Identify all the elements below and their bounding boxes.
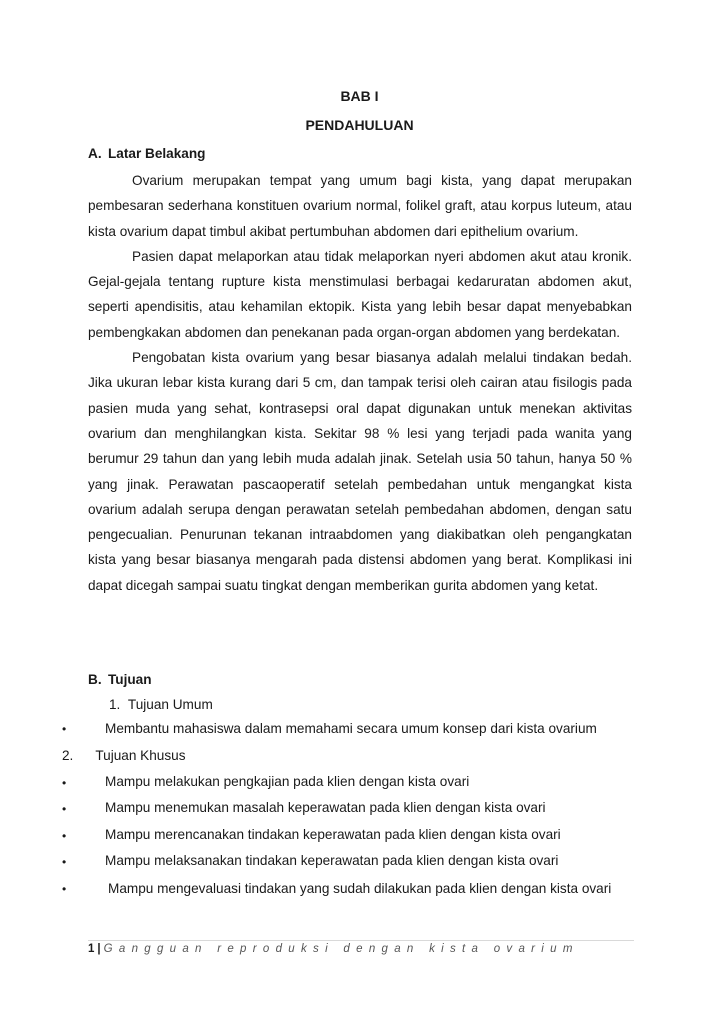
- bullet-icon: •: [62, 722, 67, 736]
- list-item: Mampu melaksanakan tindakan keperawatan pada klien dengan kista ovari: [105, 853, 559, 868]
- bullet-icon: •: [62, 855, 67, 869]
- bullet-icon: •: [62, 776, 67, 790]
- paragraph: Pengobatan kista ovarium yang besar biasanya adalah melalui tindakan bedah. Jika ukuran lebar kista kurang dari 5 cm, dan tampak terisi oleh cairan atau fisilogis pada pasien muda yang sehat, kontrasepsi oral dapat digunakan untuk menekan aktivitas ovarium dan menghilangkan kista. Sekitar 98 % lesi yang terjadi pada wanita yang berumur 29 tahun dan yang lebih muda adalah jinak. Setelah usia 50 tahun, hanya 50 % yang jinak. Perawatan pascaoperatif setelah pembedahan untuk mengangkat kista ovarium adalah serupa dengan perawatan setelah pembedahan abdomen, dengan satu pengecualian. Penurunan tekanan intraabdomen yang diakibatkan oleh pengangkatan kista yang besar biasanya mengarah pada distensi abdomen yang berat. Komplikasi ini dapat dicegah sampai suatu tingkat dengan memberikan gurita abdomen yang ketat.: [88, 350, 632, 593]
- paragraph: Ovarium merupakan tempat yang umum bagi kista, yang dapat merupakan pembesaran sederhana konstituen ovarium normal, folikel graft, atau korpus luteum, atau kista ovarium dapat timbul akibat pertumbuhan abdomen dari epithelium ovarium.: [88, 173, 632, 239]
- footer-divider: [88, 940, 634, 941]
- page-footer: 1 | Gangguan reproduksi dengan kista ovarium: [88, 943, 579, 955]
- bullet-icon: •: [62, 829, 67, 843]
- list-item: Mampu menemukan masalah keperawatan pada klien dengan kista ovari: [105, 800, 546, 815]
- bullet-icon: •: [62, 882, 67, 896]
- paragraph: Pasien dapat melaporkan atau tidak melaporkan nyeri abdomen akut atau kronik. Gejal-gejala tentang rupture kista menstimulasi berbagai kedaruratan abdomen akut, seperti apendisitis, atau kehamilan ektopik. Kista yang lebih besar dapat menyebabkan pembengkakan abdomen dan penekanan pada organ-organ abdomen yang berdekatan.: [88, 248, 632, 340]
- page-title: PENDAHULUAN: [305, 117, 414, 133]
- section-b-heading: B. Tujuan: [88, 672, 152, 687]
- tujuan-khusus-heading: 2. Tujuan Khusus: [62, 748, 186, 763]
- tujuan-umum-heading: 1. Tujuan Umum: [109, 697, 213, 712]
- background-text: [88, 168, 632, 598]
- list-item: Mampu melakukan pengkajian pada klien dengan kista ovari: [105, 774, 470, 789]
- bullet-icon: •: [62, 802, 67, 816]
- list-item: Membantu mahasiswa dalam memahami secara umum konsep dari kista ovarium: [105, 721, 597, 736]
- footer-title: Gangguan reproduksi dengan kista ovarium: [103, 943, 579, 955]
- list-item: Mampu mengevaluasi tindakan yang sudah dilakukan pada klien dengan kista ovari: [108, 881, 612, 896]
- page-number: 1: [88, 943, 95, 955]
- chapter-heading: BAB I: [340, 88, 379, 104]
- list-item: Mampu merencanakan tindakan keperawatan pada klien dengan kista ovari: [105, 827, 561, 842]
- section-a-heading: A. Latar Belakang: [88, 146, 206, 161]
